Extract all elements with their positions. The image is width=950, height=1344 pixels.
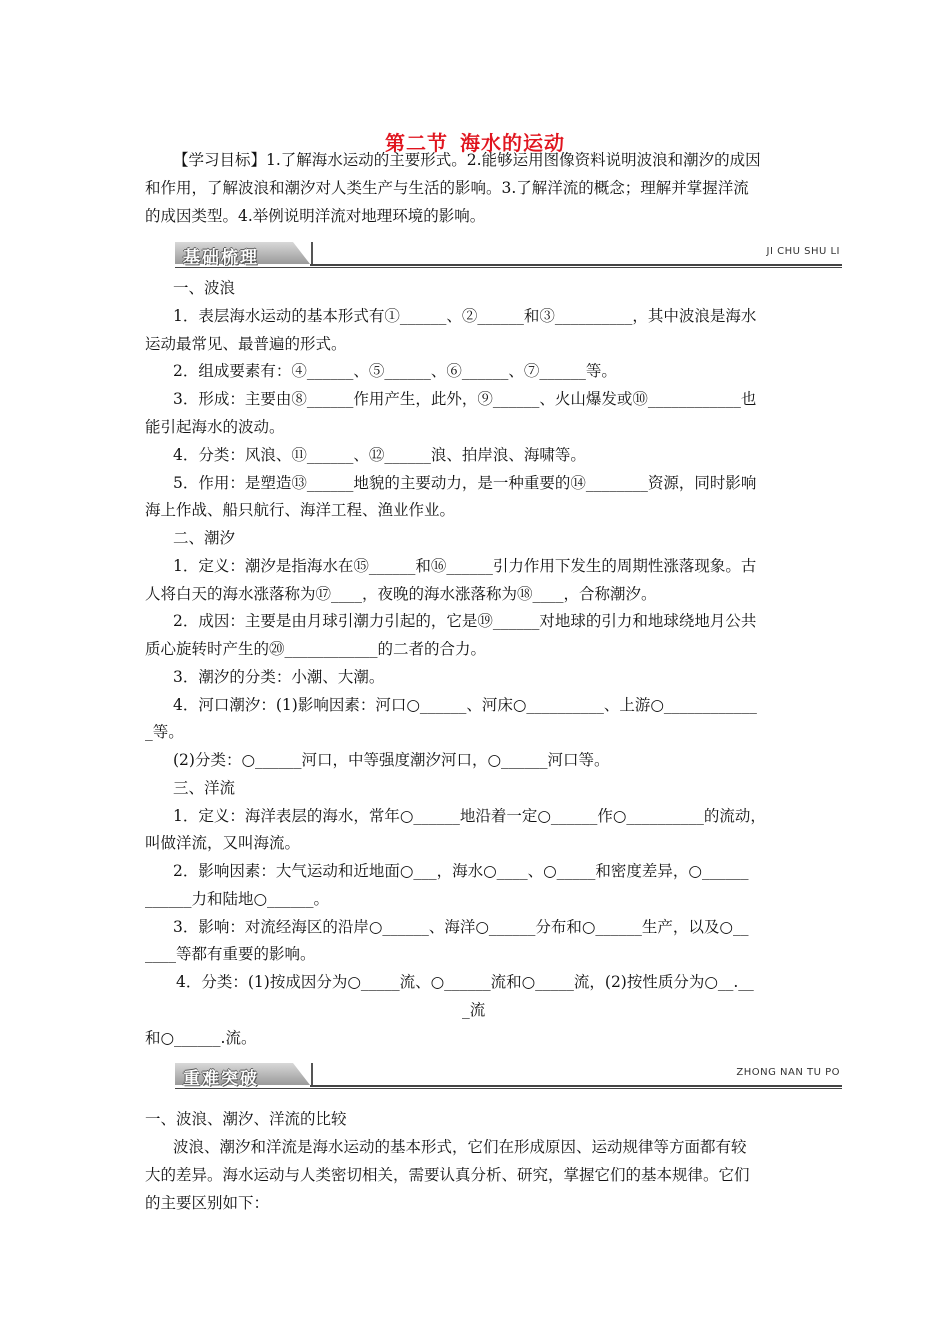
text-line: 一、波浪 [173,279,236,297]
text-line: 3．影响：对流经海区的沿岸○______、海洋○______分布和○______生产，以及○__ [173,918,749,936]
text-line: ______力和陆地○______。 [145,890,330,908]
section-pinyin-basics: JI CHU SHU LI [766,246,840,257]
text-line: 海上作战、船只航行、海洋工程、渔业作业。 [145,501,456,519]
text-line: 大的差异。海水运动与人类密切相关，需要认真分析、研究，掌握它们的基本规律。它们 [145,1166,750,1184]
text-line: 4．分类：风浪、⑪______、⑫______浪、拍岸浪、海啸等。 [173,446,586,464]
banner-rule-thin [175,267,842,268]
text-line: 波浪、潮汐和洋流是海水运动的基本形式，它们在形成原因、运动规律等方面都有较 [173,1138,747,1156]
section-banner-basics [175,242,842,268]
text-line: 质心旋转时产生的⑳____________的二者的合力。 [145,640,487,658]
text-line: 人将白天的海水涨落称为⑰____，夜晚的海水涨落称为⑱____，合称潮汐。 [145,585,657,603]
text-line: 的主要区别如下： [145,1194,270,1212]
text-line: 2．组成要素有：④______、⑤______、⑥______、⑦______等。 [173,362,617,380]
text-line: _流 [462,1001,486,1019]
text-line: 运动最常见、最普遍的形式。 [145,335,347,353]
objectives-text-1: 1.了解海水运动的主要形式。2.能够运用图像资料说明波浪和潮汐的成因 [266,151,761,169]
banner-divider [311,242,313,266]
text-line: _等。 [145,723,184,741]
text-line: 三、洋流 [173,779,236,797]
section-banner-key-points [175,1063,842,1089]
text-line: 3．潮汐的分类：小潮、大潮。 [173,668,385,686]
title-topic: 海水的运动 [460,131,565,155]
objectives-label: 【学习目标】 [173,151,267,169]
text-line: ____等都有重要的影响。 [145,945,316,963]
section-label-key-points: 重难突破 [183,1069,259,1089]
text-line: 1．定义：海洋表层的海水，常年○______地沿着一定○______作○__________的流动， [173,807,766,825]
text-line: 叫做洋流，又叫海流。 [145,834,301,852]
banner-divider [311,1063,313,1087]
banner-rule [310,1085,842,1087]
text-line: 5．作用：是塑造⑬______地貌的主要动力，是一种重要的⑭________资源，同时影响 [173,474,757,492]
text-line: 4．河口潮汐：(1)影响因素：河口○______、河床○__________、上游○____________ [173,696,757,714]
text-line: 和○______.流。 [145,1029,257,1047]
text-line: 能引起海水的波动。 [145,418,285,436]
text-line: 2．影响因素：大气运动和近地面○___，海水○____、○_____和密度差异，○______ [173,862,749,880]
text-line: 二、潮汐 [173,529,236,547]
text-line: 1．定义：潮汐是指海水在⑮______和⑯______引力作用下发生的周期性涨落现象。古 [173,557,757,575]
text-line: 1．表层海水运动的基本形式有①______、②______和③__________，其中波浪是海水 [173,307,757,325]
text-line: 3．形成：主要由⑧______作用产生，此外，⑨______、火山爆发或⑩____________也 [173,390,757,408]
section-pinyin-key-points: ZHONG NAN TU PO [736,1067,840,1078]
text-line: 4．分类：(1)按成因分为○_____流、○______流和○_____流，(2)按性质分为○__.__ [176,973,754,991]
section-label-basics: 基础梳理 [183,248,259,268]
text-line: (2)分类：○______河口，中等强度潮汐河口，○______河口等。 [173,751,610,769]
objectives-line-1 [173,149,761,171]
banner-rule-thin [175,1088,842,1089]
text-line: 一、波浪、潮汐、洋流的比较 [145,1110,347,1128]
title-section-number: 第二节 [385,131,448,155]
text-line: 2．成因：主要是由月球引潮力引起的，它是⑲______对地球的引力和地球绕地月公共 [173,612,757,630]
objectives-line-3: 的成因类型。4.举例说明洋流对地理环境的影响。 [145,207,486,225]
objectives-line-2: 和作用，了解波浪和潮汐对人类生产与生活的影响。3.了解洋流的概念；理解并掌握洋流 [145,179,749,197]
banner-rule [310,264,842,266]
